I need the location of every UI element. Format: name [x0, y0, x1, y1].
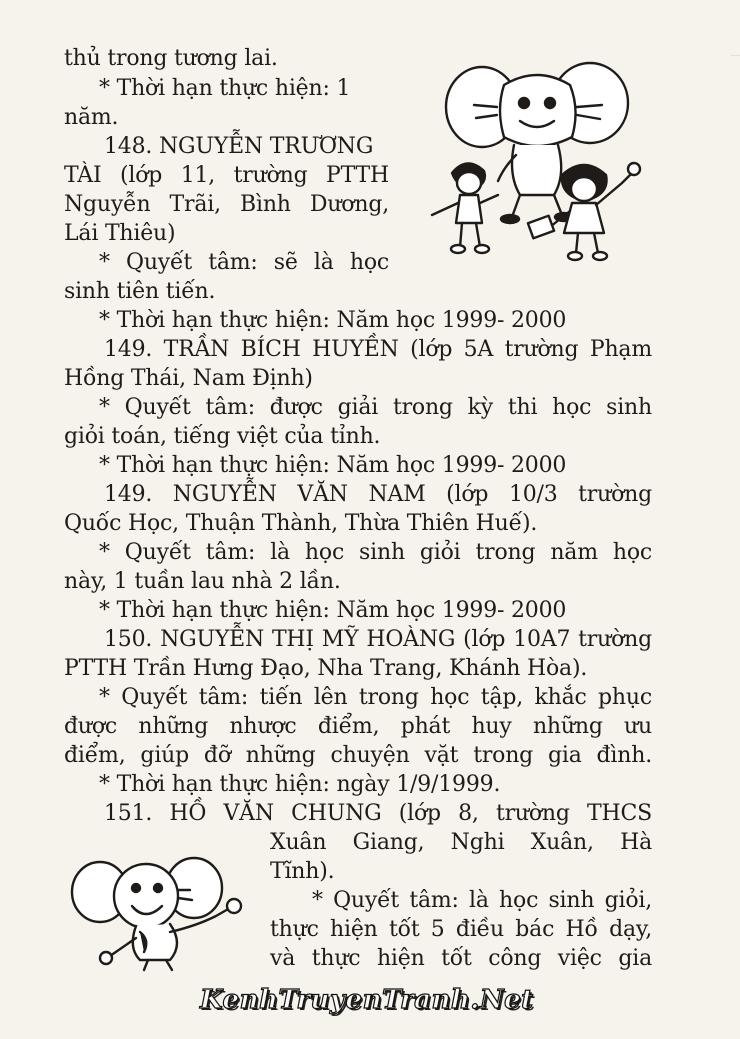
text-line-7: Lái Thiêu) — [64, 221, 176, 246]
text-line-24: được những nhược điểm, phát huy những ưu — [64, 714, 652, 739]
text-line-14: giỏi toán, tiếng việt của tỉnh. — [64, 424, 381, 449]
text-line-25: điểm, giúp đỡ những chuyện vặt trong gia đình. — [64, 743, 652, 768]
text-line-30: * Quyết tâm: là học sinh giỏi, — [312, 888, 652, 913]
text-line-15: * Thời hạn thực hiện: Năm học 1999- 2000 — [99, 453, 567, 478]
bleed-through-text: _ — [730, 34, 740, 56]
text-line-3: năm. — [64, 105, 119, 130]
text-line-32: và thực hiện tốt công việc gia — [270, 946, 652, 971]
text-line-10: * Thời hạn thực hiện: Năm học 1999- 2000 — [99, 308, 567, 333]
text-line-28: Xuân Giang, Nghi Xuân, Hà — [270, 830, 652, 855]
text-line-26: * Thời hạn thực hiện: ngày 1/9/1999. — [99, 772, 501, 797]
entry-149-heading: 149. TRẦN BÍCH HUYỀN (lớp 5A trường Phạm — [104, 337, 652, 362]
text-line-18: * Quyết tâm: là học sinh giỏi trong năm học — [99, 540, 652, 565]
text-line-2: * Thời hạn thực hiện: 1 — [99, 76, 351, 101]
text-line-8: * Quyết tâm: sẽ là học — [99, 250, 389, 275]
watermark: KenhTruyenTranh.Net — [200, 985, 534, 1015]
text-line-6: Nguyễn Trãi, Bình Dương, — [64, 192, 389, 217]
text-line-5: TÀI (lớp 11, trường PTTH — [64, 163, 389, 188]
entry-148-heading: 148. NGUYỄN TRƯƠNG — [104, 134, 374, 159]
text-line-22: PTTH Trần Hưng Đạo, Nha Trang, Khánh Hòa). — [64, 656, 588, 681]
entry-149b-heading: 149. NGUYỄN VĂN NAM (lớp 10/3 trường — [104, 482, 652, 507]
text-line-20: * Thời hạn thực hiện: Năm học 1999- 2000 — [99, 598, 567, 623]
cartoon-running-mouse-illustration — [66, 848, 256, 973]
entry-151-heading: 151. HỒ VĂN CHUNG (lớp 8, trường THCS — [104, 801, 652, 826]
text-line-9: sinh tiên tiến. — [64, 279, 216, 304]
cartoon-mouse-with-children-illustration — [412, 55, 657, 265]
entry-150-heading: 150. NGUYỄN THỊ MỸ HOÀNG (lớp 10A7 trường — [104, 627, 652, 652]
text-line-29: Tĩnh). — [270, 859, 335, 884]
text-line-19: này, 1 tuần lau nhà 2 lần. — [64, 569, 341, 594]
text-line-1: thủ trong tương lai. — [64, 46, 278, 71]
text-line-13: * Quyết tâm: được giải trong kỳ thi học sinh — [99, 395, 652, 420]
text-line-12: Hồng Thái, Nam Định) — [64, 366, 313, 391]
text-line-23: * Quyết tâm: tiến lên trong học tập, khắc phục — [99, 685, 652, 710]
text-line-31: thực hiện tốt 5 điều bác Hồ dạy, — [270, 917, 652, 942]
text-line-17: Quốc Học, Thuận Thành, Thừa Thiên Huế). — [64, 511, 538, 536]
